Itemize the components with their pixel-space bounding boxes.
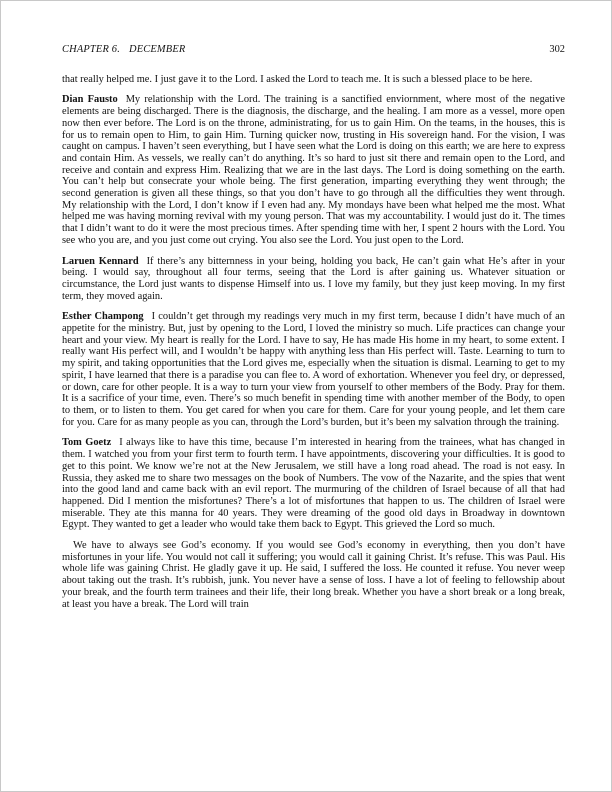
chapter-mark	[62, 44, 185, 56]
paragraph-text: that really helped me. I just gave it to the Lord. I asked the Lord to teach me. It is such a blessed place to be here.	[62, 73, 533, 85]
testimony-paragraph	[62, 311, 565, 428]
chapter-title: DECEMBER	[129, 44, 186, 55]
page-body	[62, 74, 565, 611]
chapter-label: CHAPTER 6.	[62, 44, 120, 55]
speaker-name: Laruen Kennard	[62, 255, 139, 267]
paragraph-text: We have to always see God’s economy. If you would see God’s economy in everything, then you don’t have misfortunes in your life. You would not call it suffering; you would call it gaining Christ. It’s refuse. This was Paul. His whole life was gaining Christ. He gladly gave it up. He said, I suffered the loss. He counted it refuse. You never weep about taking out the trash. It’s rubbish, junk. You never have a sense of loss. I have a lot of feeling to fellowship about your break, and the fourth term trainees and their life, their long break. Whether you have a short break or a long break, at least you have a break. The Lord will train	[62, 540, 565, 610]
testimony-paragraph	[62, 256, 565, 303]
testimony-paragraph	[62, 437, 565, 531]
body-paragraph	[62, 540, 565, 610]
speaker-name: Esther Champong	[62, 311, 144, 323]
body-paragraph	[62, 74, 565, 86]
paragraph-text: My relationship with the Lord. The training is a sanctified enviornment, where most of the negative elements are being discharged. There is the diagnosis, the discharge, and the healing. I am more as a vessel, more open now then ever before. The Lord is on the throne, administrating, for us to gain Him. On the teams, in the houses, this is for us to remain open to Him, to gain Him. Turning quicker now, trusting in His sovereign hand. For the vision, I was caught on campus. I haven’t seen everything, but I have seen what the Lord is doing on this earth; we are here to express and contain Him. As vessels, we really can’t do anything. It’s so hard to just sit there and remain open to the Lord, and receive and contain and express Him. Realizing that we are in the last days. The Lord is doing something on the earth. You can’t help but consecrate your whole being. The first generation, imparting everything they went through; the second generation is given all these things, so that you don’t have to go through all the difficulties they went through. My relationship with the Lord, I don’t know if I even had any. My mondays have been what helped me the most. What helped me was having morning revival with my young person. That was my accountability. I would just do it. The times that I didn’t want to do it were the most precious times. After spending time with her, I spent 2 hours with the Lord. You see who you are, and you just come out crying. You also see the Lord. You just open to the Lord.	[62, 94, 566, 246]
speaker-name: Dian Fausto	[62, 94, 118, 106]
page-number: 302	[549, 44, 565, 55]
paragraph-text: If there’s any bitternness in your being, holding you back, He can’t gain what He’s after in your being. I would say, throughout all four terms, seeing that the Lord is after gaining us. Whatever situation or circumstance, the Lord just wants to dispense Himself into us. I love my family, but they just keep moving. In my first term, they moved again.	[62, 255, 565, 302]
testimony-paragraph	[62, 94, 565, 246]
paragraph-text: I always like to have this time, because I’m interested in hearing from the trainees, what has changed in them. I watched you from your first term to fourth term. I have appointments, discovering your difficulties. It is good to get to this point. We know we’re not at the New Jerusalem, we still have a long road ahead. The road is not easy. In Russia, they asked me to share two messages on the book of Numbers. The vow of the Nazarite, and the spies that went into the good land and came back with an evil report. The murmuring of the children of Israel because of all that had happened. Did I mention the misfortunes? There’s a lot of misfortunes that happen to us. The children of Israel were miserable. They ate this manna for 40 years. They were dreaming of the good old days in Broadway in downtown Egypt. They wanted to get a leader who would take them back to Egypt. This grieved the Lord so much.	[62, 437, 565, 531]
speaker-name: Tom Goetz	[62, 437, 112, 449]
running-head	[62, 44, 565, 56]
paragraph-text: I couldn’t get through my readings very much in my first term, because I didn’t have much of an appetite for the ministry. But, just by opening to the Lord, I loved the ministry so much. Life practices can change your heart and your view. My heart is really for the Lord. I have to say, He has made His home in my heart, to some extent. I really want His perfect will, and I wouldn’t be happy with anything less than His perfect will. Taste. Learning to turn to my spirit, and taking opportunities that the Lord gives me, especially when the situation is dismal. Learning to get to my spirit, I have learned that there is a paradise you can flee to. A word of exhortation. Whenever you feel dry, or depressed, or down, care for other people. It is a way to turn your view from yourself to other members of the Body. Pray for them. It is a sacrifice of your time, even. There’s so much benefit in spending time with another member of the Body, to open to them, or to listen to them. You get cared for when you care for them. Care for your young people, and let them care for you. Care for as many people as you can, through the Lord’s burden, but it’s been my salvation through the training.	[62, 311, 565, 428]
